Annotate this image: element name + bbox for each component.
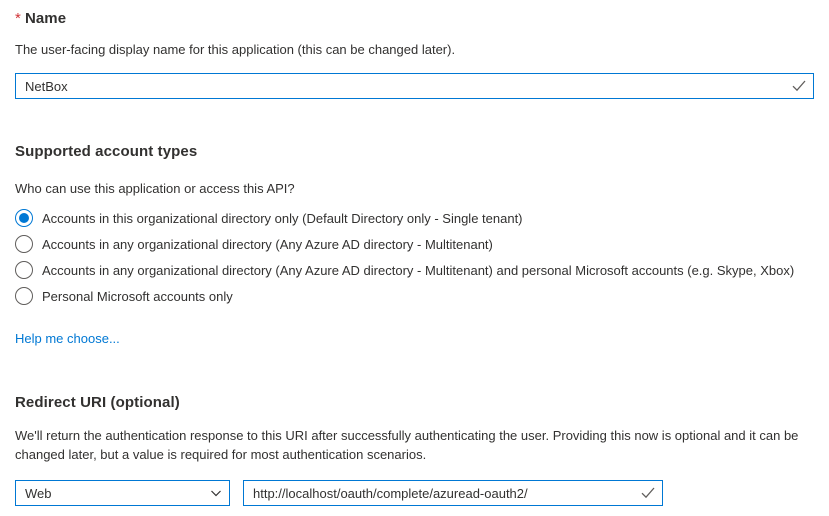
platform-selected-value: Web xyxy=(25,485,52,501)
redirect-uri-title: Redirect URI (optional) xyxy=(15,394,180,411)
radio-button-icon[interactable] xyxy=(15,287,33,305)
redirect-uri-input-field xyxy=(243,480,663,506)
account-types-radio-group xyxy=(15,205,814,309)
name-input[interactable] xyxy=(16,74,813,98)
radio-option-personal-only[interactable] xyxy=(15,283,814,309)
name-input-field xyxy=(15,73,814,99)
radio-option-label: Accounts in any organizational directory (Any Azure AD directory - Multitenant) xyxy=(42,236,493,252)
name-section-title xyxy=(15,10,814,27)
supported-account-types-section xyxy=(15,143,814,348)
name-section xyxy=(15,10,814,99)
help-me-choose-link[interactable]: Help me choose... xyxy=(15,331,120,346)
radio-button-icon[interactable] xyxy=(15,261,33,279)
radio-option-single-tenant[interactable] xyxy=(15,205,814,231)
supported-account-types-title: Supported account types xyxy=(15,143,198,160)
radio-option-label: Personal Microsoft accounts only xyxy=(42,288,233,304)
radio-option-multitenant[interactable] xyxy=(15,231,814,257)
radio-option-multitenant-personal[interactable] xyxy=(15,257,814,283)
redirect-uri-section xyxy=(15,394,814,506)
redirect-uri-description: We'll return the authentication response to this URI after successfully authenticating the user. Providing this now is optional and it can be changed later, but a value is required for most authentication scenarios. xyxy=(15,428,799,462)
account-types-question: Who can use this application or access this API? xyxy=(15,181,295,196)
redirect-uri-input[interactable] xyxy=(244,481,662,505)
radio-option-label: Accounts in any organizational directory (Any Azure AD directory - Multitenant) and personal Microsoft accounts (e.g. Skype, Xbox) xyxy=(42,262,795,278)
radio-option-label: Accounts in this organizational directory only (Default Directory only - Single tenant) xyxy=(42,210,523,226)
required-asterisk: * xyxy=(15,10,21,27)
radio-button-icon[interactable] xyxy=(15,235,33,253)
name-label: Name xyxy=(24,10,67,27)
name-description: The user-facing display name for this application (this can be changed later). xyxy=(15,42,456,57)
platform-select[interactable] xyxy=(15,480,230,506)
radio-button-icon[interactable] xyxy=(15,209,33,227)
redirect-uri-controls xyxy=(15,480,814,506)
